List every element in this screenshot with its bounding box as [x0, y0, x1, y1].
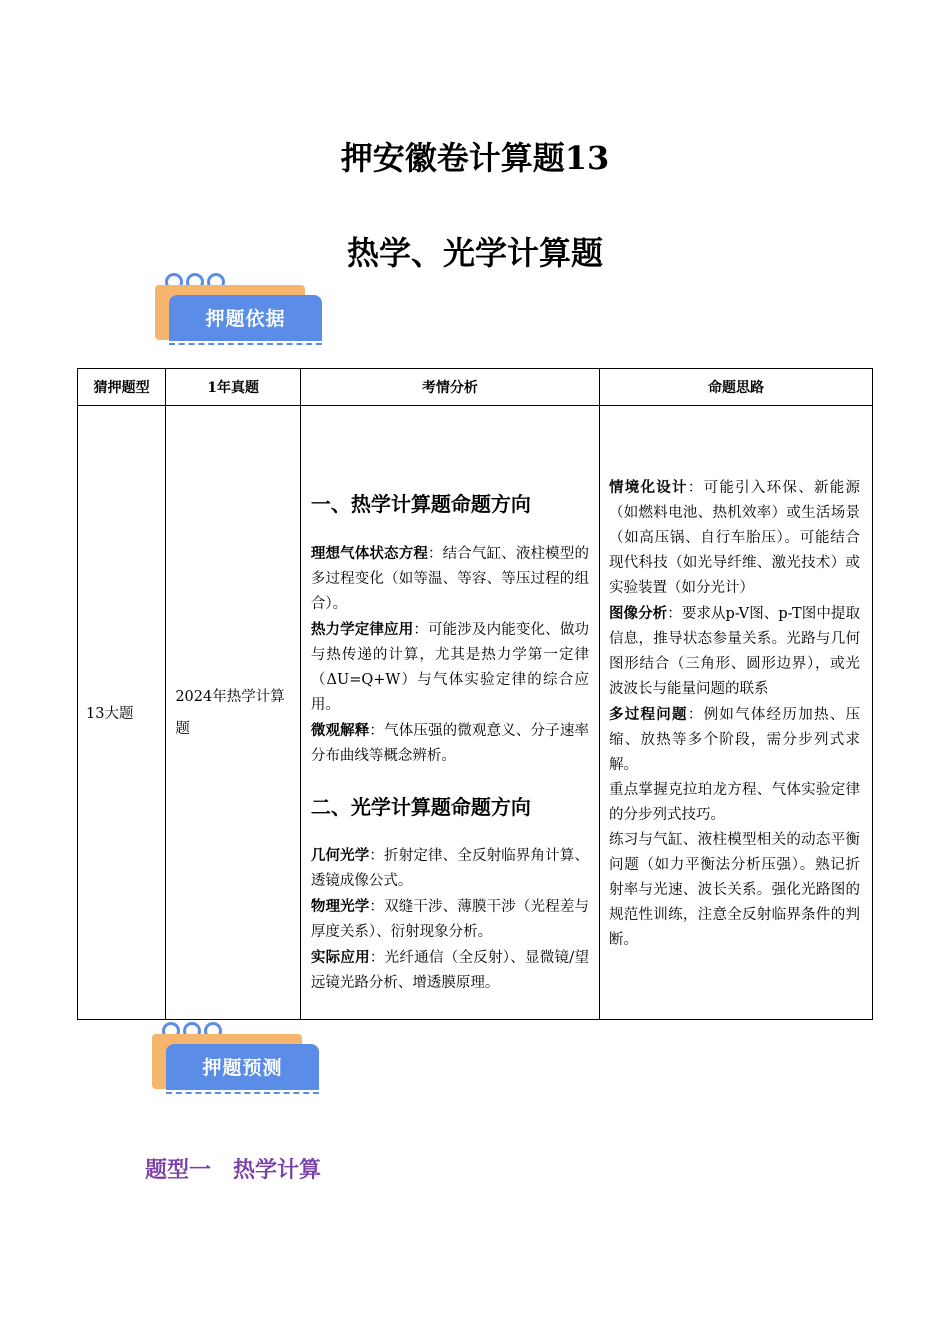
- header-cell: 考情分析: [300, 369, 599, 406]
- item-term: 物理光学: [310, 898, 370, 915]
- paragraph-item: [609, 702, 860, 778]
- item-term: 实际应用: [310, 949, 370, 966]
- item-text: ：光纤通信（全反射）、显微镜/望远镜光路分析、增透膜原理。: [310, 950, 589, 991]
- item-text: ：要求从p-V图、p-T图中提取信息，推导状态参量关系。光路与几何图形结合（三角形、圆形边界），或光波波长与能量问题的联系: [608, 606, 860, 697]
- analysis-table: [77, 368, 873, 1020]
- thinking-cell: [599, 406, 872, 1020]
- section-title-text: 热学计算: [233, 1157, 322, 1183]
- item-term: 微观解释: [310, 722, 370, 739]
- section-label: 题型一: [145, 1157, 212, 1183]
- paragraph-item: [609, 601, 860, 702]
- header-cell: 命题思路: [599, 369, 872, 406]
- item-term: 理想气体状态方程: [310, 545, 428, 562]
- paragraph-item: [609, 778, 860, 828]
- item-term: 热力学定律应用: [310, 621, 414, 638]
- item-text: ：结合气缸、液柱模型的多过程变化（如等温、等容、等压过程的组合）。: [310, 546, 589, 612]
- page-subtitle: 热学、光学计算题: [346, 234, 603, 272]
- item-term: 图像分析: [608, 605, 668, 622]
- paragraph-item: [311, 541, 589, 617]
- item-term: 情境化设计: [608, 479, 688, 496]
- item-text: 练习与气缸、液柱模型相关的动态平衡问题（如力平衡法分析压强）。熟记折射率与光速、波长关系。强化光路图的规范性训练，注意全反射临界条件的判断。: [608, 832, 860, 948]
- question-type-cell: 13大题: [78, 406, 166, 1020]
- section-badge-forecast: [152, 1022, 327, 1097]
- paragraph-item: [609, 828, 860, 953]
- header-cell: 猜押题型: [78, 369, 166, 406]
- paragraph-item: [311, 843, 589, 894]
- table-row: [78, 406, 873, 1020]
- page-title: 押安徽卷计算题13: [340, 139, 610, 177]
- analysis-heading-thermal: 一、热学计算题命题方向: [310, 492, 531, 516]
- paragraph-item: [311, 718, 589, 769]
- item-text: ：可能引入环保、新能源（如燃料电池、热机效率）或生活场景（如高压锅、自行车胎压）。可能结合现代科技（如光导纤维、激光技术）或实验装置（如分光计）: [608, 480, 861, 596]
- item-text: ：例如气体经历加热、压缩、放热等多个阶段，需分步列式求解。: [608, 707, 861, 773]
- analysis-cell: [300, 406, 599, 1020]
- paragraph-item: [311, 617, 589, 718]
- header-cell: 1年真题: [166, 369, 301, 406]
- section-heading: [145, 1153, 343, 1184]
- item-term: 多过程问题: [608, 706, 688, 723]
- item-text: ：折射定律、全反射临界角计算、透镜成像公式。: [310, 848, 589, 889]
- analysis-heading-optics: 二、光学计算题命题方向: [310, 795, 531, 819]
- paragraph-item: [311, 945, 589, 996]
- badge-label: 押题依据: [205, 308, 286, 330]
- table-header-row: [78, 369, 873, 406]
- section-badge-basis: [155, 273, 330, 348]
- item-text: ：可能涉及内能变化、做功与热传递的计算，尤其是热力学第一定律（ΔU=Q+W）与气体实验定律的综合应用。: [310, 622, 589, 713]
- paragraph-item: [609, 475, 860, 601]
- item-text: 重点掌握克拉珀龙方程、气体实验定律的分步列式技巧。: [608, 782, 860, 823]
- item-term: 几何光学: [310, 847, 370, 864]
- item-text: ：双缝干涉、薄膜干涉（光程差与厚度关系）、衍射现象分析。: [310, 899, 589, 940]
- badge-label: 押题预测: [202, 1057, 283, 1079]
- paragraph-item: [311, 894, 589, 945]
- past-exam-cell: 2024年热学计算题: [166, 406, 301, 1020]
- item-text: ：气体压强的微观意义、分子速率分布曲线等概念辨析。: [310, 723, 589, 764]
